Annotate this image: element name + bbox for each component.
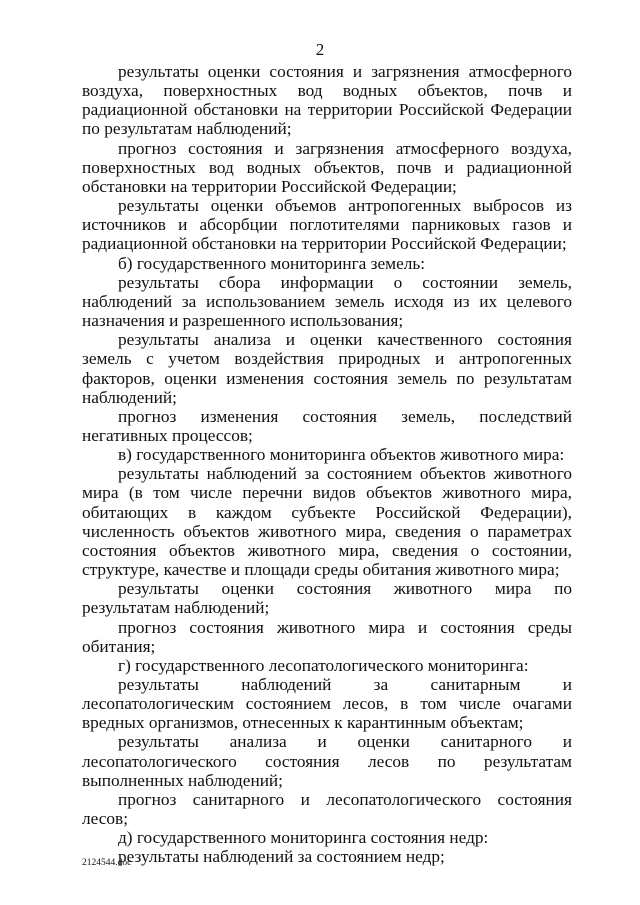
- paragraph: результаты оценки объемов антропогенных выбросов из источников и абсорбции поглотителями парниковых газов и радиационной обстановки на территории Российской Федерации;: [82, 196, 572, 254]
- page-number: 2: [315, 40, 325, 59]
- paragraph: прогноз состояния и загрязнения атмосферного воздуха, поверхностных вод водных объектов, почв и радиационной обстановки на территории Российской Федерации;: [82, 138, 572, 196]
- paragraph: результаты наблюдений за санитарным и лесопатологическим состоянием лесов, в том числе очагами вредных организмов, отнесенных к карантинным объектам;: [82, 675, 572, 733]
- paragraph: результаты наблюдений за состоянием недр;: [118, 847, 445, 867]
- paragraph: результаты анализа и оценки санитарного и лесопатологического состояния лесов по результатам выполненных наблюдений;: [82, 732, 572, 790]
- section-heading: б) государственного мониторинга земель:: [118, 253, 426, 273]
- file-name-footer: 2124544.doc: [82, 858, 132, 868]
- paragraph: результаты оценки состояния и загрязнения атмосферного воздуха, поверхностных вод водных объектов, почв и радиационной обстановки на территории Российской Федерации по результатам наблюдений;: [82, 62, 572, 139]
- document-body: [82, 62, 572, 867]
- section-heading: д) государственного мониторинга состояния недр:: [118, 828, 489, 848]
- paragraph: результаты оценки состояния животного мира по результатам наблюдений;: [82, 579, 572, 618]
- paragraph: прогноз состояния животного мира и состояния среды обитания;: [82, 617, 572, 656]
- section-heading: в) государственного мониторинга объектов животного мира:: [118, 445, 565, 465]
- paragraph: прогноз изменения состояния земель, последствий негативных процессов;: [82, 406, 572, 445]
- section-heading: г) государственного лесопатологического мониторинга:: [118, 655, 529, 675]
- paragraph: результаты анализа и оценки качественного состояния земель с учетом воздействия природных и антропогенных факторов, оценки изменения состояния земель по результатам наблюдений;: [82, 330, 572, 407]
- paragraph: прогноз санитарного и лесопатологического состояния лесов;: [82, 789, 572, 829]
- paragraph: результаты сбора информации о состоянии земель, наблюдений за использованием земель исходя из их целевого назначения и разрешенного использования;: [82, 272, 572, 331]
- paragraph: результаты наблюдений за состоянием объектов животного мира (в том числе перечни видов объектов животного мира, обитающих в каждом субъекте Российской Федерации), численность объектов животного мира, сведения о параметрах состояния объектов животного мира, сведения о состоянии, структуре, качестве и площади среды обитания животного мира;: [82, 464, 572, 580]
